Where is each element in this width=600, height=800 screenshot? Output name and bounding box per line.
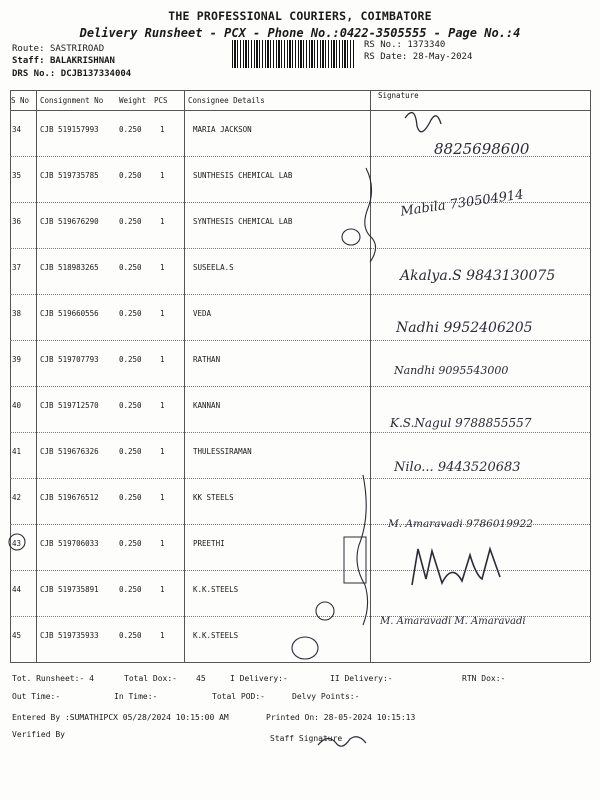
tot-runsheet: Tot. Runsheet:- 4 (12, 674, 94, 683)
col-header-consignment: Consignment No (40, 96, 104, 105)
route-label: Route: (12, 44, 45, 54)
cell-sno: 41 (12, 447, 22, 456)
cell-consignment-no: CJB 519676512 (40, 493, 99, 502)
signature-36: Mabila 730504914 (399, 187, 525, 220)
pen-stroke (405, 113, 441, 132)
cell-pcs: 1 (160, 585, 165, 594)
cell-sno: 45 (12, 631, 22, 640)
row-divider (10, 478, 590, 479)
rs-date-label: RS Date: (364, 52, 408, 62)
row-divider (10, 570, 590, 571)
col-header-pcs: PCS (154, 96, 168, 105)
staff-line (12, 56, 115, 66)
table-header-border (10, 110, 590, 111)
rtn-dox: RTN Dox:- (462, 674, 506, 683)
cell-pcs: 1 (160, 309, 165, 318)
cell-consignment-no: CJB 519706033 (40, 539, 99, 548)
row-divider (10, 248, 590, 249)
cell-sno: 35 (12, 171, 22, 180)
table-left-border (10, 90, 11, 662)
cell-pcs: 1 (160, 263, 165, 272)
in-time: In Time:- (114, 692, 158, 701)
printed-on: Printed On: 28-05-2024 10:15:13 (266, 713, 416, 722)
cell-weight: 0.250 (119, 585, 142, 594)
cell-weight: 0.250 (119, 447, 142, 456)
cell-consignee: VEDA (193, 309, 212, 318)
total-pod: Total POD:- (212, 692, 265, 701)
rs-no-line (364, 40, 445, 50)
cell-consignment-no: CJB 519676290 (40, 217, 99, 226)
col-divider (184, 90, 185, 662)
rs-date-line (364, 52, 472, 62)
cell-sno: 39 (12, 355, 22, 364)
rs-no-label: RS No.: (364, 40, 402, 50)
route-value: SASTRIROAD (49, 44, 105, 54)
i-delivery: I Delivery:- (230, 674, 288, 683)
cell-consignment-no: CJB 519712570 (40, 401, 99, 410)
staff-value: BALAKRISHNAN (49, 56, 115, 66)
cell-weight: 0.250 (119, 355, 142, 364)
signature-45: M. Amaravadi M. Amaravadi (380, 616, 526, 627)
cell-consignment-no: CJB 519157993 (40, 125, 99, 134)
cell-consignment-no: CJB 519676326 (40, 447, 99, 456)
rs-date-value: 28-May-2024 (412, 52, 473, 62)
circled-mark (316, 602, 334, 620)
cell-weight: 0.250 (119, 493, 142, 502)
cell-sno: 40 (12, 401, 22, 410)
signature-38: Nadhi 9952406205 (396, 320, 533, 336)
signature-41: Nilo... 9443520683 (394, 460, 521, 475)
col-header-sno: S No (11, 96, 30, 105)
signature-37: Akalya.S 9843130075 (400, 268, 556, 284)
cell-weight: 0.250 (119, 217, 142, 226)
cell-consignment-no: CJB 519735933 (40, 631, 99, 640)
pen-box (344, 537, 366, 583)
cell-consignee: SYNTHESIS CHEMICAL LAB (193, 217, 293, 226)
cell-consignee: KK STEELS (193, 493, 234, 502)
signature-39: Nandhi 9095543000 (394, 364, 509, 377)
cell-pcs: 1 (160, 539, 165, 548)
cell-weight: 0.250 (119, 125, 142, 134)
total-dox-label: Total Dox:- (124, 674, 177, 683)
cell-pcs: 1 (160, 171, 165, 180)
signature-40: K.S.Nagul 9788855557 (390, 416, 532, 430)
col-header-consignee: Consignee Details (188, 96, 265, 105)
delvy-points: Delvy Points:- (292, 692, 360, 701)
circled-mark (292, 637, 318, 659)
signature-42: M. Amaravadi 9786019922 (388, 518, 533, 530)
rs-no-value: 1373340 (407, 40, 446, 50)
pen-stroke (357, 475, 368, 625)
circled-mark (342, 229, 360, 245)
cell-weight: 0.250 (119, 309, 142, 318)
cell-consignee: KANNAN (193, 401, 221, 410)
row-divider (10, 432, 590, 433)
cell-pcs: 1 (160, 493, 165, 502)
col-divider (36, 90, 37, 662)
row-divider (10, 340, 590, 341)
signature-43 (412, 549, 500, 585)
row-divider (10, 386, 590, 387)
out-time: Out Time:- (12, 692, 61, 701)
cell-consignee: SUSEELA.S (193, 263, 234, 272)
company-name: THE PROFESSIONAL COURIERS, COIMBATORE (168, 9, 432, 23)
staff-label: Staff: (12, 56, 45, 66)
entered-by: Entered By :SUMATHIPCX 05/28/2024 10:15:00 AM (12, 713, 229, 722)
cell-pcs: 1 (160, 447, 165, 456)
cell-pcs: 1 (160, 217, 165, 226)
barcode (232, 40, 354, 68)
cell-consignment-no: CJB 519660556 (40, 309, 99, 318)
cell-consignee: K.K.STEELS (193, 585, 239, 594)
cell-sno: 38 (12, 309, 22, 318)
cell-consignee: MARIA JACKSON (193, 125, 252, 134)
cell-pcs: 1 (160, 631, 165, 640)
verified-by: Verified By (12, 730, 65, 739)
cell-consignee: PREETHI (193, 539, 225, 548)
cell-consignee: K.K.STEELS (193, 631, 239, 640)
cell-weight: 0.250 (119, 631, 142, 640)
cell-weight: 0.250 (119, 263, 142, 272)
cell-consignment-no: CJB 518983265 (40, 263, 99, 272)
cell-pcs: 1 (160, 355, 165, 364)
cell-consignee: SUNTHESIS CHEMICAL LAB (193, 171, 293, 180)
cell-consignee: RATHAN (193, 355, 221, 364)
cell-sno: 43 (12, 539, 22, 548)
runsheet-title: Delivery Runsheet - PCX - Phone No.:0422-3505555 - Page No.:4 (79, 26, 521, 40)
ii-delivery: II Delivery:- (330, 674, 393, 683)
col-header-weight: Weight (119, 96, 147, 105)
cell-consignment-no: CJB 519707793 (40, 355, 99, 364)
table-top-border (10, 90, 590, 91)
table-right-border (590, 90, 591, 662)
col-divider (370, 90, 371, 662)
cell-consignment-no: CJB 519735785 (40, 171, 99, 180)
drs-value: DCJB137334004 (60, 69, 132, 79)
cell-sno: 36 (12, 217, 22, 226)
drs-line (12, 69, 131, 79)
cell-weight: 0.250 (119, 401, 142, 410)
cell-pcs: 1 (160, 125, 165, 134)
cell-weight: 0.250 (119, 539, 142, 548)
drs-label: DRS No.: (12, 69, 56, 79)
route-line (12, 44, 104, 54)
table-bottom-border (10, 662, 590, 663)
signature-34: 8825698600 (434, 140, 530, 158)
col-header-signature: Signature (378, 91, 419, 100)
cell-sno: 44 (12, 585, 22, 594)
cell-sno: 42 (12, 493, 22, 502)
cell-consignment-no: CJB 519735891 (40, 585, 99, 594)
row-divider (10, 294, 590, 295)
cell-pcs: 1 (160, 401, 165, 410)
cell-consignee: THULESSIRAMAN (193, 447, 252, 456)
staff-signature-label: Staff Signature (270, 734, 343, 743)
cell-sno: 34 (12, 125, 22, 134)
cell-weight: 0.250 (119, 171, 142, 180)
cell-sno: 37 (12, 263, 22, 272)
total-dox-value: 45 (196, 674, 206, 683)
